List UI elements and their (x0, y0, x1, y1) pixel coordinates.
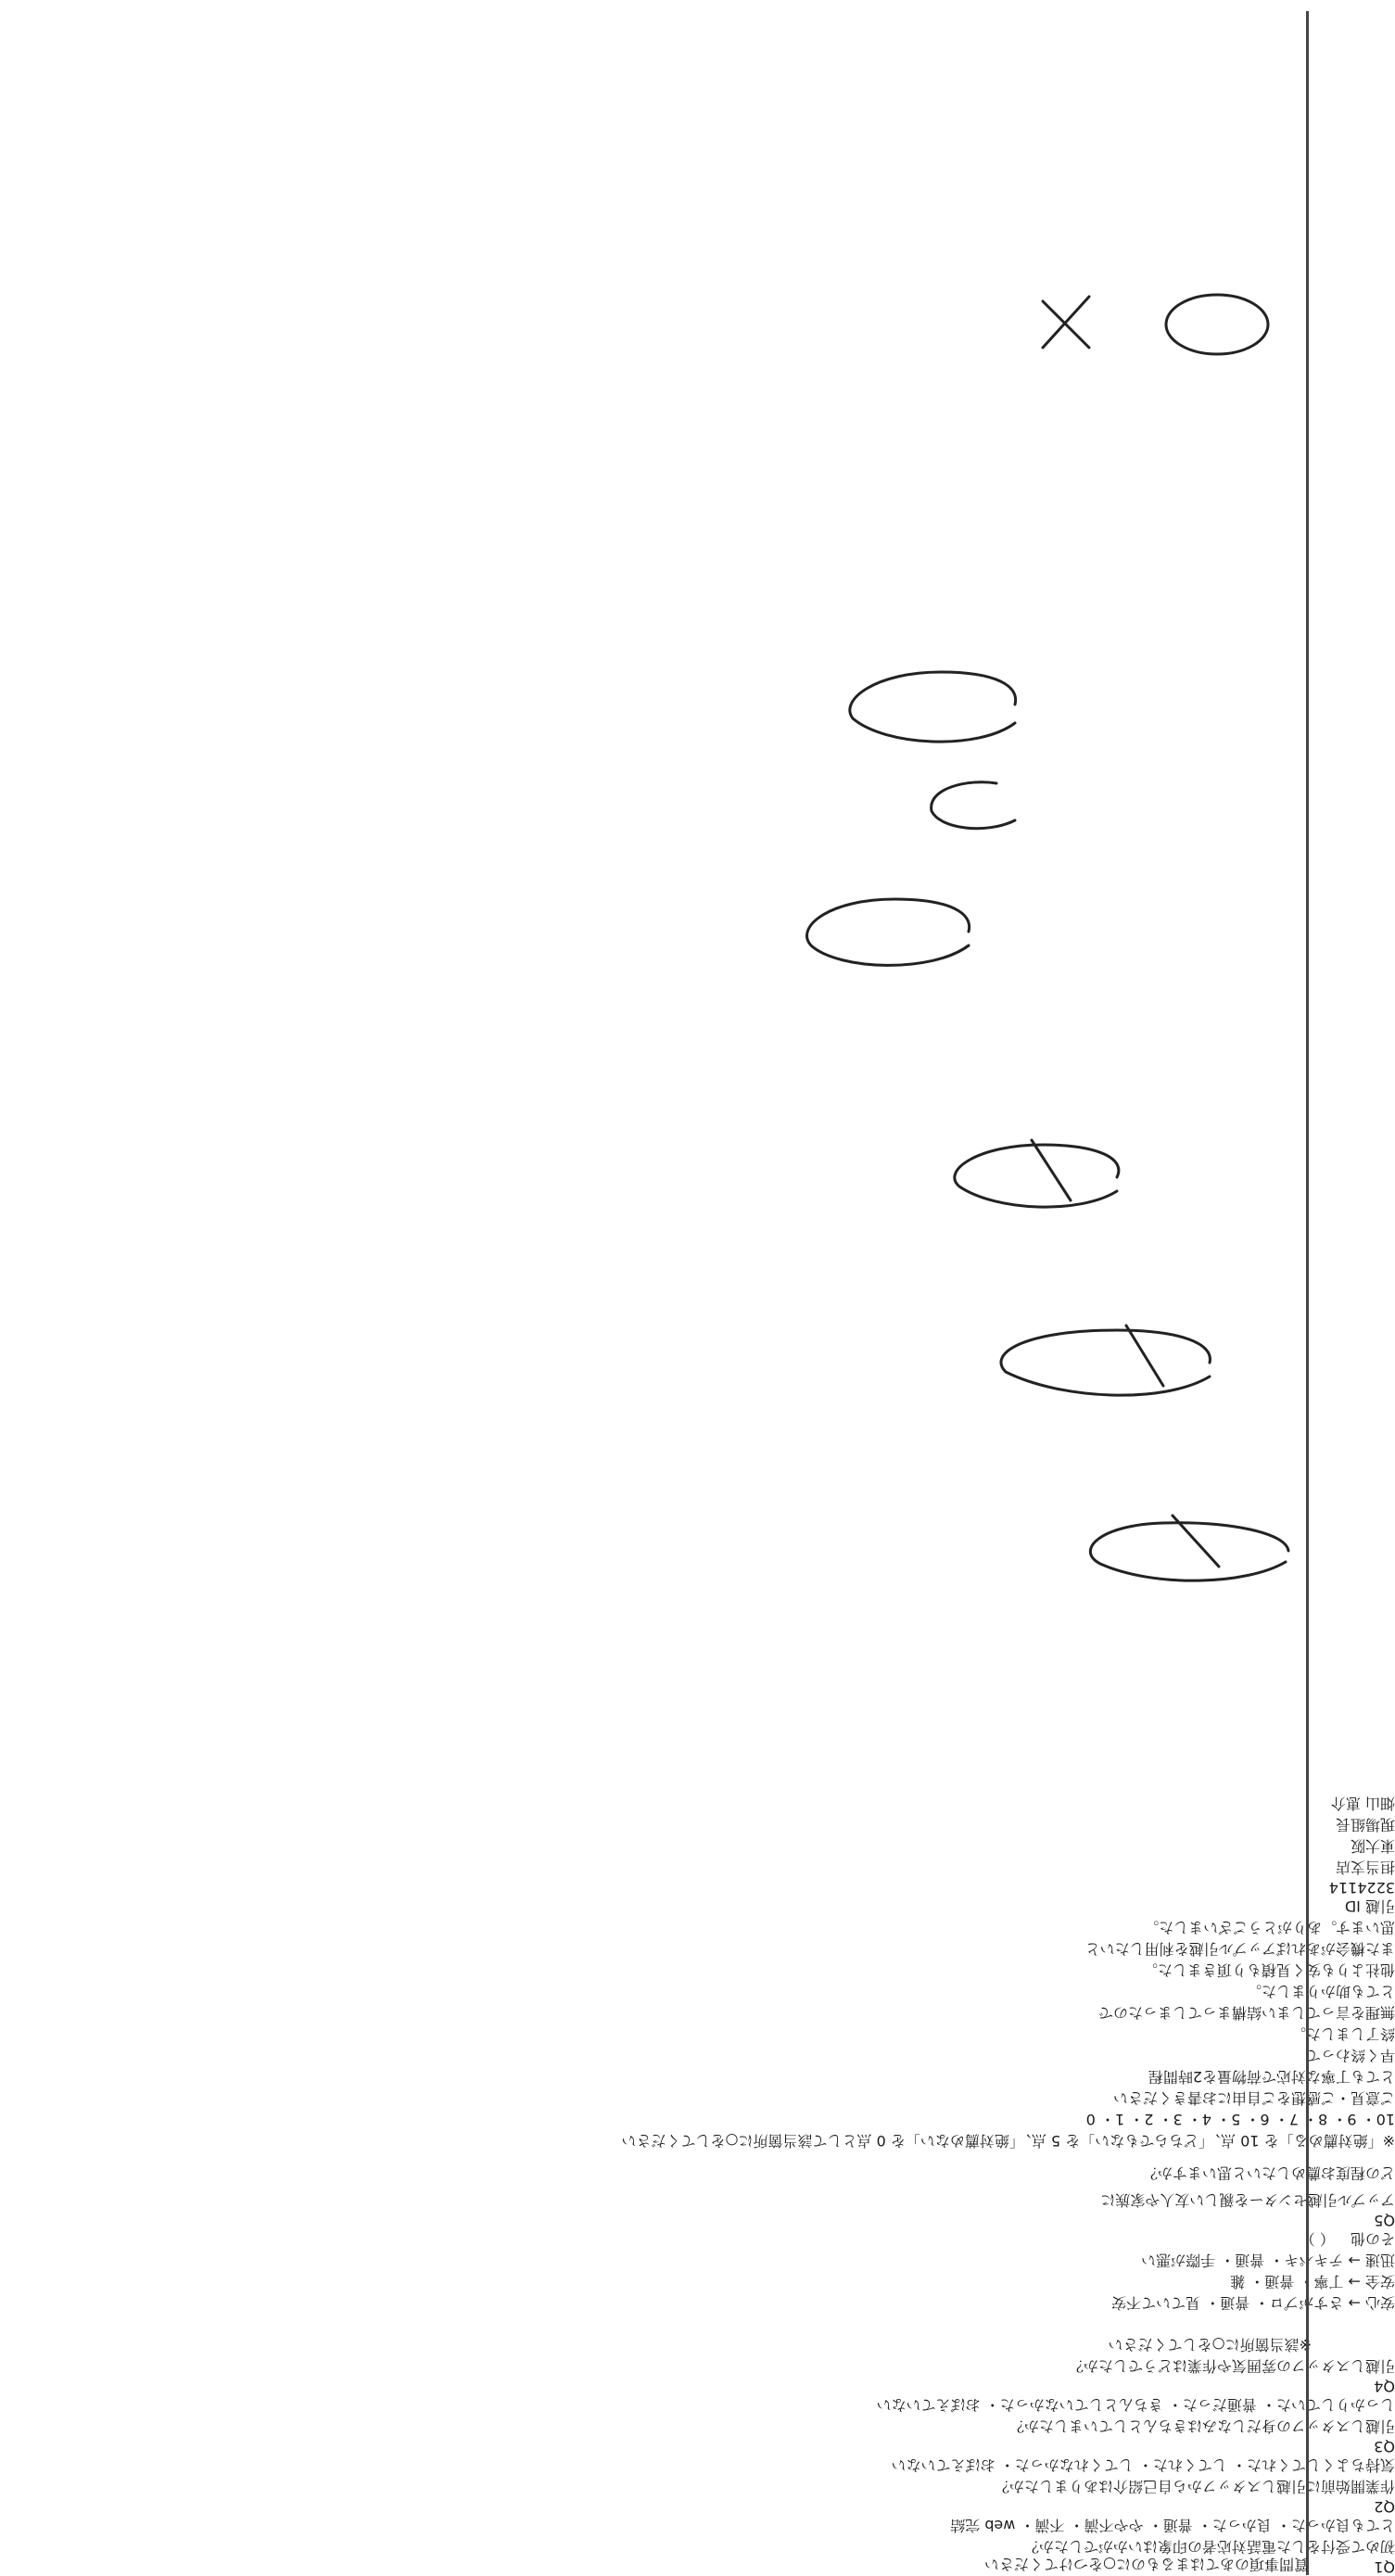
header-id-label: 引越 ID (1344, 1897, 1395, 1915)
arrow-right-icon: → (1348, 2294, 1361, 2312)
q4-option[interactable]: 丁寧 (1313, 2273, 1344, 2290)
q2-badge: Q2 (1374, 2498, 1395, 2516)
q5-score[interactable]: 3 (1173, 2111, 1183, 2128)
comment-line: とても丁寧な対応で荷物量を2時間程 (1148, 2068, 1395, 2086)
q1-badge: Q1 (1374, 2558, 1395, 2576)
q5-text-line2: どの程度お薦めしたいと思いますか？ (1142, 2164, 1395, 2182)
q4-row-label: 迅速 (1364, 2252, 1395, 2269)
q5-score[interactable]: 2 (1144, 2111, 1154, 2128)
comment-line: 他社よりも安く見積もり頂きました。 (1142, 1961, 1395, 1979)
q3-option[interactable]: きちんとしていなかった (999, 2396, 1163, 2414)
q1-option[interactable]: 良かった (1211, 2517, 1272, 2534)
header-id-value[interactable]: 3224114 (1328, 1879, 1395, 1897)
q5-text-line1: アップル引越センターを親しい友人や家族に (1100, 2191, 1395, 2209)
q4-other-open: （ (1319, 2230, 1335, 2248)
q5-score[interactable]: 6 (1260, 2111, 1270, 2128)
comment-insert: 早く終わって (1306, 2047, 1395, 2064)
q5-score[interactable]: 10 (1376, 2111, 1395, 2128)
q4-option[interactable]: 普通 (1264, 2273, 1295, 2290)
q5-score[interactable]: 5 (1231, 2111, 1241, 2128)
q4-option[interactable]: 雑 (1230, 2273, 1246, 2290)
arrow-right-icon: → (1348, 2273, 1361, 2290)
q4-row-label: 安心 (1364, 2294, 1395, 2312)
q1-option[interactable]: やや不満 (1084, 2517, 1144, 2534)
q3-text: 引越しスタッフの身だしなみはきちんとしていましたか？ (1008, 2417, 1395, 2435)
q4-option[interactable]: 見ていて不安 (1111, 2294, 1201, 2312)
comment-line: とても助かりました。 (1246, 1983, 1395, 2000)
q4-option[interactable]: テキパキ (1284, 2252, 1344, 2269)
q5-note: ※「絶対薦める」を 10 点、「どちらでもない」を 5 点、「絶対薦めない」を 0 点として該当箇所に○をしてください (621, 2132, 1395, 2150)
comment-line: 思います。ありがとうございました。 (1144, 1919, 1395, 1936)
q1-text: 初めて受付をした電話対応者の印象はいかがでしたか？ (1023, 2538, 1395, 2556)
comment-line: 終了しました。 (1290, 2025, 1395, 2043)
q2-option[interactable]: おぼえていない (891, 2456, 996, 2474)
header-branch-value[interactable]: 東大阪 (1350, 1837, 1395, 1855)
q2-text: 作業開始前に引越しスタッフから自己紹介はありましたか？ (994, 2478, 1395, 2495)
q2-option[interactable]: してくれた (1152, 2456, 1227, 2474)
q5-score[interactable]: 8 (1318, 2111, 1328, 2128)
q1-option[interactable]: 不満 (1034, 2517, 1065, 2534)
q4-note: ※該当箇所に○をしてください (1108, 2336, 1312, 2354)
q1-options: とても良かった・ 良かった・ 普通・ やや不満・ 不満・ web 完結 (950, 2517, 1395, 2534)
q4-option[interactable]: 普通 (1235, 2252, 1265, 2269)
q4-row-anzen: 安全 → 丁寧・ 普通・ 雑 (1230, 2273, 1395, 2290)
q3-badge: Q3 (1374, 2438, 1395, 2455)
q2-option[interactable]: 気持ちよくしてくれた (1246, 2456, 1395, 2474)
q5-score[interactable]: 7 (1288, 2111, 1299, 2128)
q4-badge: Q4 (1374, 2378, 1395, 2395)
q4-row-jinsoku: 迅速 → テキパキ・ 普通・ 手際が悪い (1141, 2252, 1395, 2269)
q4-row-anshin: 安心 → さすがプロ・ 普通・ 見ていて不安 (1111, 2294, 1395, 2312)
q2-options: 気持ちよくしてくれた・ してくれた・ してくれなかった・ おぼえていない (891, 2456, 1395, 2474)
q1-option[interactable]: web 完結 (950, 2517, 1016, 2534)
q4-other-label: その他 (1350, 2230, 1395, 2248)
arrow-right-icon: → (1348, 2252, 1361, 2269)
q3-option[interactable]: しっかりしていた (1275, 2396, 1395, 2414)
comment-line: 無理を言ってしまい結構まってしまったので (1097, 2004, 1395, 2022)
header-leader-label: 現場組長 (1335, 1816, 1395, 1834)
q3-option[interactable]: おぼえていない (876, 2396, 981, 2414)
q4-option[interactable]: さすがプロ (1269, 2294, 1344, 2312)
q5-score[interactable]: 9 (1347, 2111, 1357, 2128)
header-leader-value[interactable]: 畑山 恵介 (1330, 1795, 1395, 1812)
q1-option[interactable]: とても良かった (1290, 2517, 1395, 2534)
q4-text: 引越しスタッフの雰囲気や作業はどうでしたか？ (1068, 2357, 1395, 2375)
instruction-text: 質問事項のあてはまるものに○をつけてください (984, 2556, 1309, 2573)
q5-scale: 10・ 9・ 8・ 7・ 6・ 5・ 4・ 3・ 2・ 1・ 0 (1085, 2111, 1395, 2128)
header-branch-label: 担当支店 (1335, 1859, 1395, 1876)
q4-other-close: ） (1300, 2230, 1315, 2248)
q5-score[interactable]: 4 (1201, 2111, 1212, 2128)
q2-option[interactable]: してくれなかった (1014, 2456, 1134, 2474)
comments-title: ご意見・ご感想をご自由にお書きください (1112, 2089, 1395, 2107)
q4-option[interactable]: 手際が悪い (1141, 2252, 1216, 2269)
q5-score[interactable]: 1 (1114, 2111, 1125, 2128)
comment-line: また機会があればアップル引越を利用したいと (1084, 1940, 1395, 1958)
instruction-bar (984, 2555, 1309, 2576)
q4-option[interactable]: 普通 (1220, 2294, 1250, 2312)
q5-score[interactable]: 0 (1085, 2111, 1096, 2128)
q5-badge: Q5 (1374, 2212, 1395, 2229)
q4-row-label: 安全 (1364, 2273, 1395, 2290)
sheet-edge (0, 11, 1309, 2575)
q1-option[interactable]: 普通 (1162, 2517, 1193, 2534)
q3-options: しっかりしていた・ 普通だった・ きちんとしていなかった・ おぼえていない (876, 2396, 1395, 2414)
q3-option[interactable]: 普通だった (1182, 2396, 1257, 2414)
